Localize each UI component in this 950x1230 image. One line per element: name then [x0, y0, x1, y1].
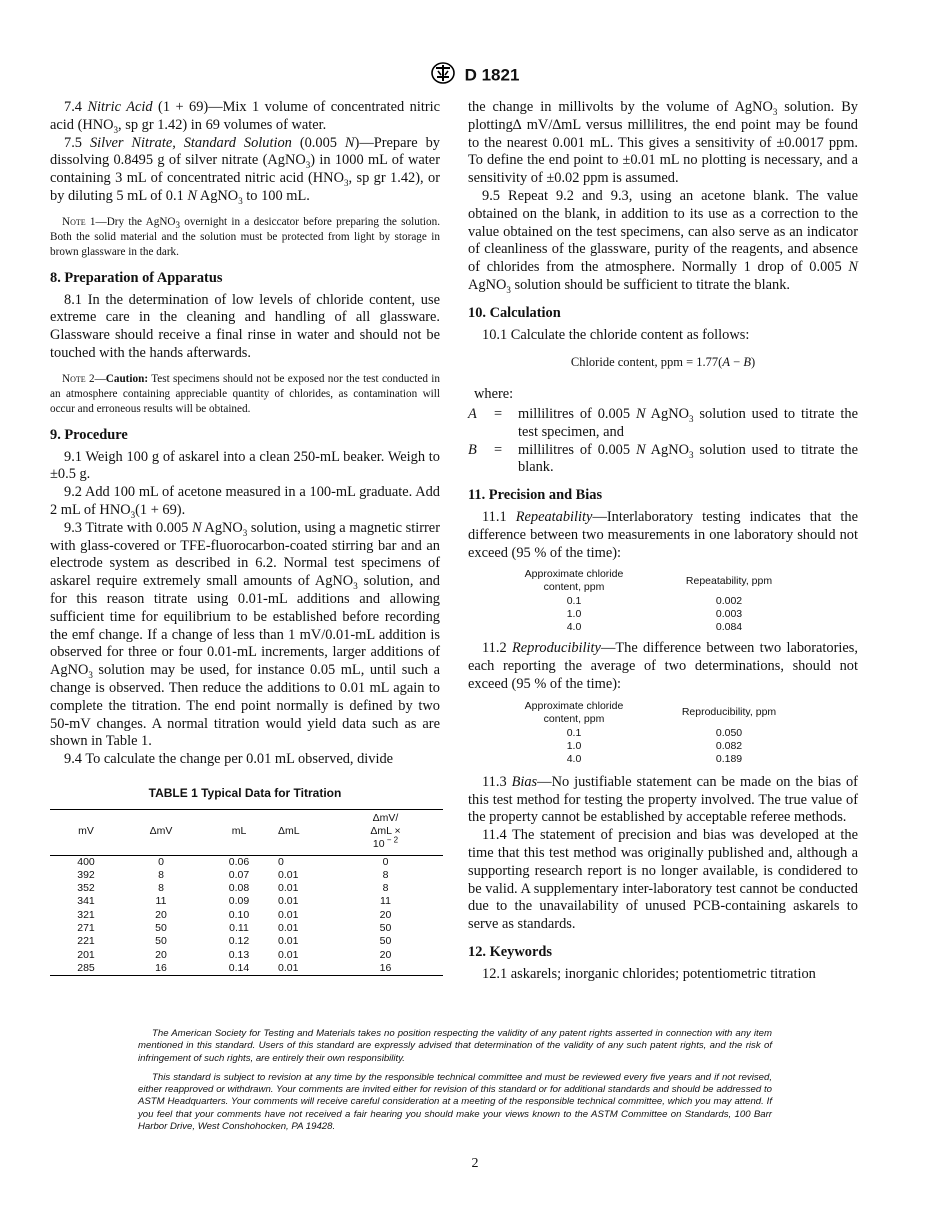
- table-cell: 0.11: [229, 922, 249, 935]
- footer-paragraph: This standard is subject to revision at any time by the responsible technical committee and must be reviewed every five years and if not revised, either reapproved or withdrawn. Your comments are invited either for revision of this standard or for additional standards and should be addressed to ASTM Headquarters. Your comments will receive careful consideration at a meeting of the responsible technical committee, which you may attend. If you feel that your comments have not received a fair hearing you should make your views known to the ASTM Committee on Standards, 100 Barr Harbor Drive, West Conshohocken, PA 19428.: [138, 1071, 772, 1133]
- table-cell: 50: [379, 935, 392, 948]
- table-header: ΔmV/ ΔmL × 10 $^{- 2}$: [328, 809, 443, 855]
- section-heading-10: 10. Calculation: [468, 304, 561, 321]
- page-header: [0, 62, 950, 89]
- table-cell: 392: [77, 868, 95, 881]
- table-cell: 0.002: [715, 595, 743, 608]
- table-cell: 20: [379, 948, 392, 961]
- table-row: [50, 909, 443, 922]
- table-row: [504, 753, 814, 766]
- variable-definitions: [468, 406, 858, 477]
- left-column: [50, 99, 440, 976]
- table-cell: 50: [155, 935, 167, 948]
- paragraph-9-2: 9.2 Add 100 mL of acetone measured in a 100-mL graduate. Add 2 mL of $HNO_3(1 + 69)$.: [50, 484, 440, 520]
- table-cell: 271: [77, 922, 95, 935]
- note-1: Note 1—Dry the AgNO$_3$ overnight in a desiccator before preparing the solution. Both the solid material and the solution must be protected from light by storage in brown glassware in the dark.: [50, 215, 441, 258]
- table-row: [504, 727, 814, 740]
- table-header: mV: [50, 809, 122, 855]
- table-row: [504, 608, 814, 621]
- paragraph-7-5: 7.5 Silver Nitrate, Standard Solution (0.005 N)—Prepare by dissolving 0.8495 g of silver nitrate (AgNO$_3$) in 1000 mL of water containing 3 mL of concentrated nitric acid ($HNO_3$, sp gr 1.42), or by diluting 5 mL of 0.1 N AgNO$_3$ to 100 mL.: [50, 134, 440, 206]
- table-cell: 0.13: [228, 948, 250, 961]
- paragraph-11-1: 11.1 Repeatability—Interlaboratory testing indicates that the difference between two measurements in one laboratory should not exceed (95 % of the time):: [468, 508, 858, 561]
- table-cell: 4.0: [566, 621, 582, 634]
- table-cell: 0.1: [566, 595, 582, 608]
- table-cell: 0.084: [715, 621, 743, 634]
- paragraph-9-3: 9.3 Titrate with 0.005 N AgNO$_3$ solution, using a magnetic stirrer with glass-covered or TFE-fluorocarbon-coated stirring bar and an electrode system as described in 6.2. Normal test specimens of askarel require extremely small amounts of AgNO$_3$ solution, and for this reason titrate using 0.01-mL additions and allowing sufficient time for equilibrium to be established before recording the emf change. If a change of less than 1 mV/0.01-mL addition is observed for three or four 0.01-mL increments, larger additions of AgNO$_3$ solution may be used, for instance 0.05 mL, until such a change is observed. Then reduce the additions to 0.01 mL again to complete the titration. The end point normally is defined by two 50-mV changes. A normal titration would yield data such as are shown in Table 1.: [50, 519, 441, 750]
- table-cell: 50: [379, 922, 392, 935]
- table-cell: 0.01: [278, 895, 299, 908]
- table-row: [50, 882, 443, 895]
- paragraph-9-5: 9.5 Repeat 9.2 and 9.3, using an acetone blank. The value obtained on the blank, in addition to its use as a correction to the value obtained on the test specimens, can also serve as an indicator of cleanliness of the glassware, purity of the reagents, and absence of chlorides from the atmosphere. Normally 1 drop of 0.005 N AgNO$_3$ solution should be sufficient to titrate the blank.: [468, 187, 858, 295]
- table-cell: 321: [77, 908, 95, 921]
- table-header: Repeatability, ppm: [685, 574, 773, 587]
- table-header: Approximate chloride content, ppm: [524, 699, 624, 725]
- page-number: 2: [471, 1156, 479, 1171]
- table-cell: 285: [77, 961, 95, 974]
- table-cell: 20: [155, 948, 167, 961]
- table-row: [50, 922, 443, 935]
- chloride-formula: Chloride content, ppm = 1.77(A − B): [570, 355, 756, 370]
- table-cell: 0.01: [278, 961, 299, 974]
- table-cell: 221: [77, 935, 95, 948]
- astm-logo-icon: [431, 62, 455, 89]
- table-header: ΔmL: [278, 809, 328, 855]
- paragraph-11-3: 11.3 Bias—No justifiable statement can be made on the bias of this test method for testing the property involved. The true value of the property cannot be established by acceptable referee methods.: [468, 773, 858, 826]
- table-cell: 0.07: [228, 868, 250, 881]
- table-cell: 352: [77, 882, 95, 895]
- section-heading-9: 9. Procedure: [50, 426, 128, 443]
- paragraph-10-1: 10.1 Calculate the chloride content as follows:: [482, 326, 750, 343]
- table-cell: 1.0: [566, 608, 582, 621]
- table-row: [504, 595, 814, 608]
- paragraph-8-1: 8.1 In the determination of low levels of chloride content, use extreme care in the cleaning and handling of all glassware. Glassware should receive a final rinse in water and should not be touched with the hands afterwards.: [50, 291, 440, 361]
- equals-sign: =: [494, 405, 503, 422]
- table-row: [50, 935, 443, 948]
- table-row: [504, 621, 814, 634]
- paragraph-11-4: 11.4 The statement of precision and bias was developed at the time that this test method was originally published and, although a supporting research report is no longer available, is condidered to be valid. A supplementary inter-laboratory test cannot be conducted due to the unavailability of unused PCB-containing askarels to serve as standards.: [468, 827, 858, 933]
- table-cell: 400: [77, 855, 95, 868]
- footer-disclaimer: [138, 1028, 772, 1140]
- table-cell: 20: [155, 908, 167, 921]
- paragraph-11-2: 11.2 Reproducibility—The difference between two laboratories, each reporting the average of two determinations, should not exceed (95 % of the time):: [468, 640, 858, 692]
- table-cell: 0.01: [278, 922, 299, 935]
- table-cell: 8: [158, 882, 164, 895]
- table-cell: 0.01: [278, 908, 299, 921]
- table-cell: 0.12: [228, 935, 250, 948]
- section-heading-11: 11. Precision and Bias: [468, 487, 603, 504]
- right-column: [468, 99, 858, 983]
- definition-b: millilitres of 0.005 N AgNO$_3$ solution used to titrate the blank.: [518, 441, 858, 476]
- table-cell: 16: [379, 961, 392, 974]
- paragraph-9-4-continued: the change in millivolts by the volume of AgNO$_3$ solution. By plotting∆ mV/∆mL versus millilitres, the end point may be found to the nearest 0.001 mL. This gives a sensitivity of ±0.0017 ppm. To define the end point to ±0.01 mL no plotting is necessary, and a sensitivity of ±0.02 ppm is assumed.: [468, 99, 858, 187]
- section-heading-8: 8. Preparation of Apparatus: [50, 269, 223, 286]
- table-cell: 8: [382, 882, 389, 895]
- table-cell: 0.1: [566, 726, 582, 739]
- table-cell: 8: [158, 868, 164, 881]
- section-heading-12: 12. Keywords: [468, 943, 552, 960]
- table-cell: 0.08: [228, 882, 250, 895]
- table-cell: 0.06: [228, 855, 250, 868]
- table-cell: 0.09: [228, 895, 250, 908]
- table-cell: 0.01: [278, 882, 299, 895]
- table-cell: 0.003: [715, 608, 743, 621]
- table-cell: 11: [155, 895, 167, 908]
- paragraph-9-1: 9.1 Weigh 100 g of askarel into a clean 250-mL beaker. Weigh to ±0.5 g.: [50, 448, 440, 483]
- table-row: [504, 740, 814, 753]
- table-cell: 0.10: [228, 908, 250, 921]
- table-cell: 0.082: [715, 739, 743, 752]
- titration-table: [50, 809, 443, 977]
- table-header: Reproducibility, ppm: [681, 706, 777, 719]
- table-cell: 0.14: [228, 961, 250, 974]
- table-header: mL: [200, 809, 278, 855]
- table-cell: 341: [77, 895, 95, 908]
- table-cell: 0: [278, 855, 284, 868]
- table-header: ΔmV: [122, 809, 200, 855]
- footer-paragraph: The American Society for Testing and Materials takes no position respecting the validity of any patent rights asserted in connection with any item mentioned in this standard. Users of this standard are expressly advised that determination of the validity of any such patent rights, and the risk of infringement of such rights, are entirely their own responsibility.: [138, 1028, 772, 1064]
- table-row: [50, 895, 443, 908]
- paragraph-9-4: 9.4 To calculate the change per 0.01 mL observed, divide: [64, 751, 394, 768]
- table-header: Approximate chloride content, ppm: [524, 568, 624, 594]
- table-cell: 20: [379, 908, 392, 921]
- table-cell: 0.01: [278, 948, 299, 961]
- variable-a: A: [468, 405, 477, 422]
- definition-a: millilitres of 0.005 N AgNO$_3$ solution used to titrate the test specimen, and: [518, 405, 858, 440]
- table-cell: 0: [382, 855, 389, 868]
- table-row: [50, 855, 443, 869]
- equals-sign: =: [494, 441, 503, 458]
- paragraph-7-4: 7.4 Nitric Acid (1 + 69)—Mix 1 volume of concentrated nitric acid ($HNO_3$, sp gr 1.42) in 69 volumes of water.: [50, 99, 441, 135]
- table-row: [50, 949, 443, 962]
- table-row: [50, 869, 443, 882]
- where-label: where:: [474, 386, 514, 403]
- table-cell: 50: [155, 922, 167, 935]
- table-cell: 0.01: [278, 868, 299, 881]
- table-cell: 0.189: [715, 752, 743, 765]
- table-cell: 201: [77, 948, 95, 961]
- table-1-title: TABLE 1 Typical Data for Titration: [148, 785, 342, 800]
- table-row: [50, 962, 443, 976]
- note-2: Note 2—Caution: Test specimens should not be exposed nor the test conducted in an atmosphere containing appreciable quantity of chlorides, as contamination will occur and erroneous results will be obtained.: [50, 372, 440, 415]
- document-number: D 1821: [464, 65, 520, 85]
- table-cell: 0.01: [278, 935, 299, 948]
- reproducibility-table: [504, 700, 814, 766]
- table-cell: 0.050: [715, 726, 743, 739]
- table-cell: 11: [380, 895, 391, 908]
- table-cell: 8: [382, 868, 389, 881]
- table-cell: 16: [155, 961, 167, 974]
- table-cell: 0: [158, 855, 164, 868]
- variable-b: B: [468, 441, 477, 458]
- table-cell: 1.0: [566, 739, 582, 752]
- paragraph-12-1: 12.1 askarels; inorganic chlorides; potentiometric titration: [482, 965, 816, 982]
- repeatability-table: [504, 568, 814, 634]
- table-cell: 4.0: [566, 752, 582, 765]
